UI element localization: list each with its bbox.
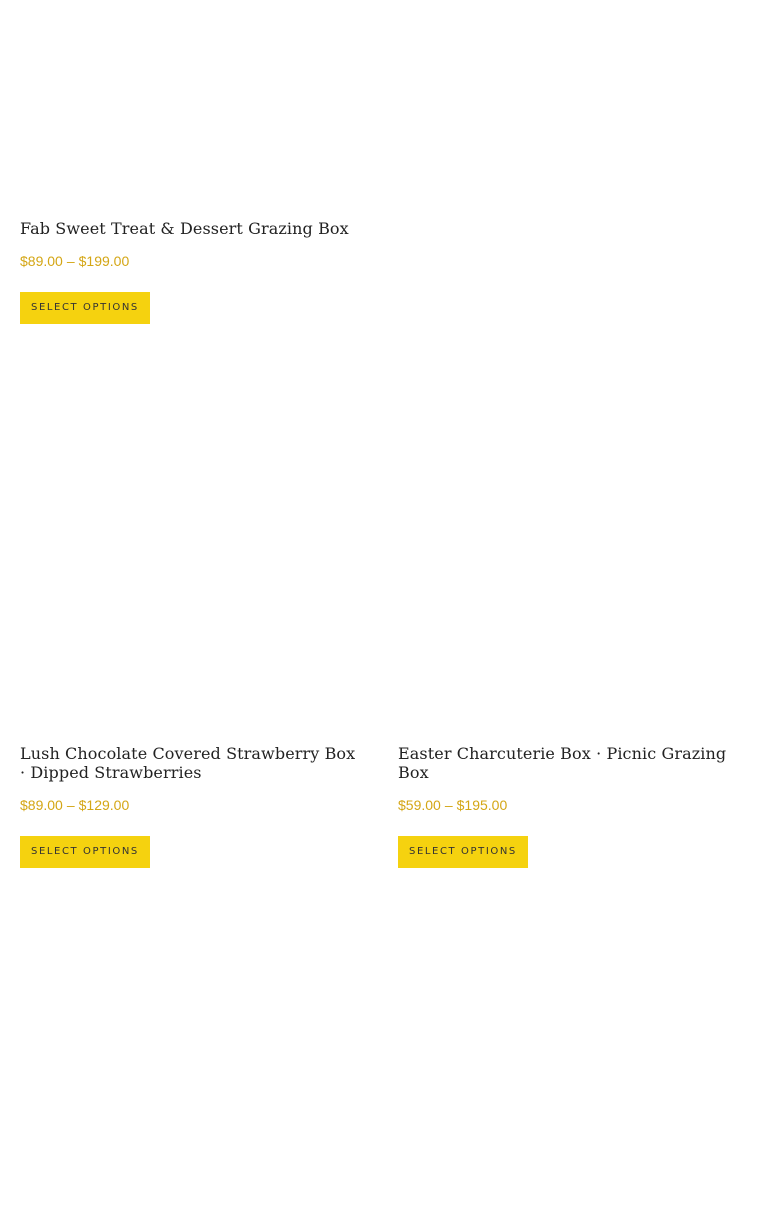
price-separator: – xyxy=(66,253,75,269)
product-title[interactable]: Fab Sweet Treat & Dessert Grazing Box xyxy=(20,219,349,238)
product-card xyxy=(398,525,758,868)
price-max: $195.00 xyxy=(456,797,508,813)
product-title[interactable]: Easter Charcuterie Box · Picnic Grazing Box xyxy=(398,744,727,782)
price-min: $89.00 xyxy=(20,253,63,269)
product-price xyxy=(398,797,758,814)
product-card xyxy=(20,525,365,868)
product-image[interactable] xyxy=(20,525,365,744)
price-min: $59.00 xyxy=(398,797,441,813)
price-separator: – xyxy=(66,797,75,813)
price-max: $129.00 xyxy=(78,797,130,813)
price-separator: – xyxy=(444,797,453,813)
product-image[interactable] xyxy=(20,0,365,219)
select-options-button[interactable]: SELECT OPTIONS xyxy=(20,292,150,324)
price-min: $89.00 xyxy=(20,797,63,813)
product-card xyxy=(20,0,365,324)
product-price xyxy=(20,797,365,814)
select-options-button[interactable]: SELECT OPTIONS xyxy=(398,836,528,868)
select-options-button[interactable]: SELECT OPTIONS xyxy=(20,836,150,868)
product-price xyxy=(20,253,365,270)
product-image[interactable] xyxy=(398,525,758,744)
price-max: $199.00 xyxy=(78,253,130,269)
product-title[interactable]: Lush Chocolate Covered Strawberry Box · Dipped Strawberries xyxy=(20,744,356,782)
